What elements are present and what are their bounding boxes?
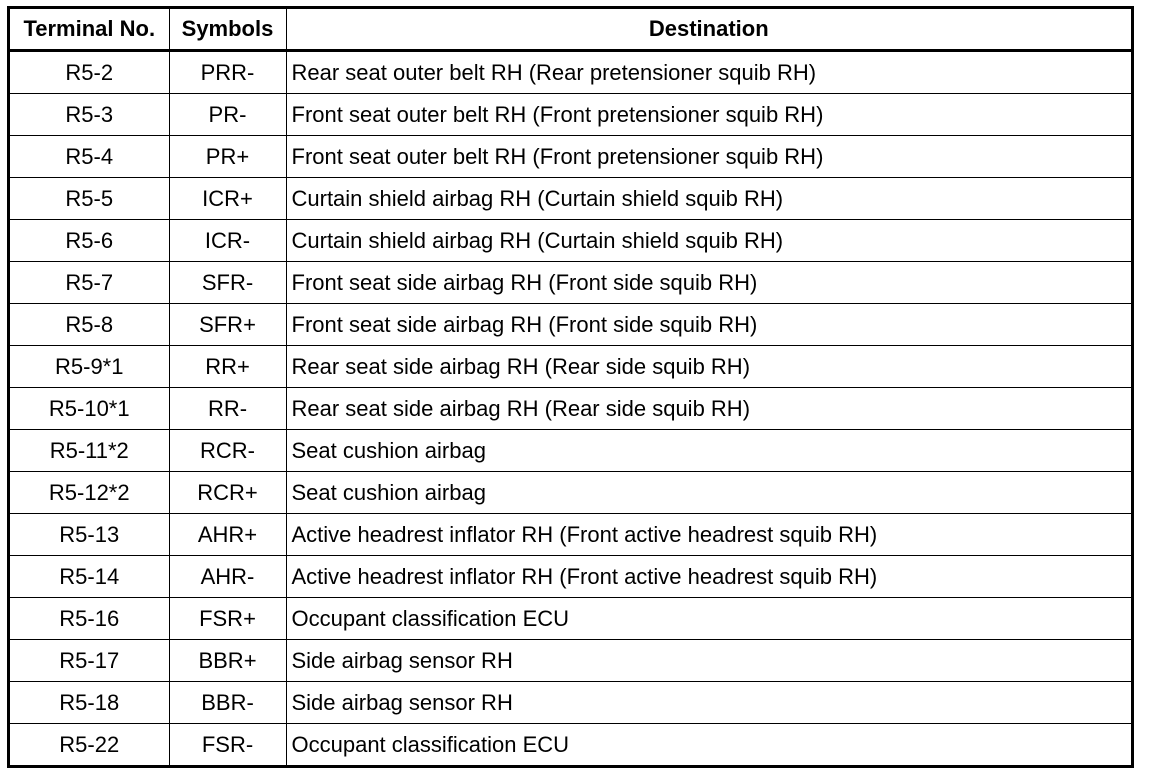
- terminal-cell: R5-14: [10, 556, 169, 598]
- terminal-cell: R5-5: [10, 178, 169, 220]
- header-destination: Destination: [286, 9, 1131, 51]
- terminal-cell: R5-6: [10, 220, 169, 262]
- table-row: [10, 178, 1131, 220]
- symbol-cell: FSR+: [169, 598, 286, 640]
- destination-cell: Front seat outer belt RH (Front pretensioner squib RH): [286, 94, 1131, 136]
- symbol-cell: FSR-: [169, 724, 286, 766]
- terminal-cell: R5-22: [10, 724, 169, 766]
- table-row: [10, 556, 1131, 598]
- table-row: [10, 514, 1131, 556]
- table-row: [10, 388, 1131, 430]
- symbol-cell: ICR-: [169, 220, 286, 262]
- table-row: [10, 304, 1131, 346]
- table-header: [10, 9, 1131, 51]
- destination-cell: Front seat side airbag RH (Front side squib RH): [286, 262, 1131, 304]
- terminal-cell: R5-4: [10, 136, 169, 178]
- destination-cell: Occupant classification ECU: [286, 598, 1131, 640]
- symbol-cell: BBR-: [169, 682, 286, 724]
- destination-cell: Rear seat side airbag RH (Rear side squib RH): [286, 388, 1131, 430]
- terminal-cell: R5-12*2: [10, 472, 169, 514]
- symbol-cell: RR-: [169, 388, 286, 430]
- terminal-cell: R5-18: [10, 682, 169, 724]
- header-symbols: Symbols: [169, 9, 286, 51]
- table-row: [10, 136, 1131, 178]
- symbol-cell: PRR-: [169, 51, 286, 94]
- terminal-cell: R5-8: [10, 304, 169, 346]
- terminal-cell: R5-13: [10, 514, 169, 556]
- symbol-cell: RCR-: [169, 430, 286, 472]
- table-row: [10, 724, 1131, 766]
- symbol-cell: AHR-: [169, 556, 286, 598]
- table-row: [10, 472, 1131, 514]
- table-row: [10, 682, 1131, 724]
- terminal-cell: R5-2: [10, 51, 169, 94]
- destination-cell: Curtain shield airbag RH (Curtain shield squib RH): [286, 178, 1131, 220]
- terminal-cell: R5-11*2: [10, 430, 169, 472]
- symbol-cell: AHR+: [169, 514, 286, 556]
- destination-cell: Front seat outer belt RH (Front pretensioner squib RH): [286, 136, 1131, 178]
- table-row: [10, 598, 1131, 640]
- table-row: [10, 640, 1131, 682]
- destination-cell: Seat cushion airbag: [286, 472, 1131, 514]
- destination-cell: Side airbag sensor RH: [286, 682, 1131, 724]
- symbol-cell: PR-: [169, 94, 286, 136]
- destination-cell: Active headrest inflator RH (Front active headrest squib RH): [286, 514, 1131, 556]
- destination-cell: Curtain shield airbag RH (Curtain shield squib RH): [286, 220, 1131, 262]
- table-row: [10, 346, 1131, 388]
- table-row: [10, 220, 1131, 262]
- table-body: [10, 51, 1131, 766]
- destination-cell: Active headrest inflator RH (Front active headrest squib RH): [286, 556, 1131, 598]
- table-row: [10, 94, 1131, 136]
- symbol-cell: SFR+: [169, 304, 286, 346]
- header-row: [10, 9, 1131, 51]
- symbol-cell: ICR+: [169, 178, 286, 220]
- table-row: [10, 430, 1131, 472]
- terminal-cell: R5-16: [10, 598, 169, 640]
- destination-cell: Side airbag sensor RH: [286, 640, 1131, 682]
- terminal-cell: R5-10*1: [10, 388, 169, 430]
- table-row: [10, 51, 1131, 94]
- terminal-cell: R5-9*1: [10, 346, 169, 388]
- symbol-cell: RCR+: [169, 472, 286, 514]
- terminal-table-frame: [7, 6, 1134, 768]
- terminal-cell: R5-3: [10, 94, 169, 136]
- terminal-cell: R5-17: [10, 640, 169, 682]
- destination-cell: Occupant classification ECU: [286, 724, 1131, 766]
- destination-cell: Seat cushion airbag: [286, 430, 1131, 472]
- symbol-cell: RR+: [169, 346, 286, 388]
- destination-cell: Rear seat side airbag RH (Rear side squib RH): [286, 346, 1131, 388]
- table-row: [10, 262, 1131, 304]
- symbol-cell: BBR+: [169, 640, 286, 682]
- terminal-table: [10, 9, 1131, 765]
- destination-cell: Front seat side airbag RH (Front side squib RH): [286, 304, 1131, 346]
- header-terminal-no: Terminal No.: [10, 9, 169, 51]
- symbol-cell: SFR-: [169, 262, 286, 304]
- destination-cell: Rear seat outer belt RH (Rear pretensioner squib RH): [286, 51, 1131, 94]
- terminal-cell: R5-7: [10, 262, 169, 304]
- symbol-cell: PR+: [169, 136, 286, 178]
